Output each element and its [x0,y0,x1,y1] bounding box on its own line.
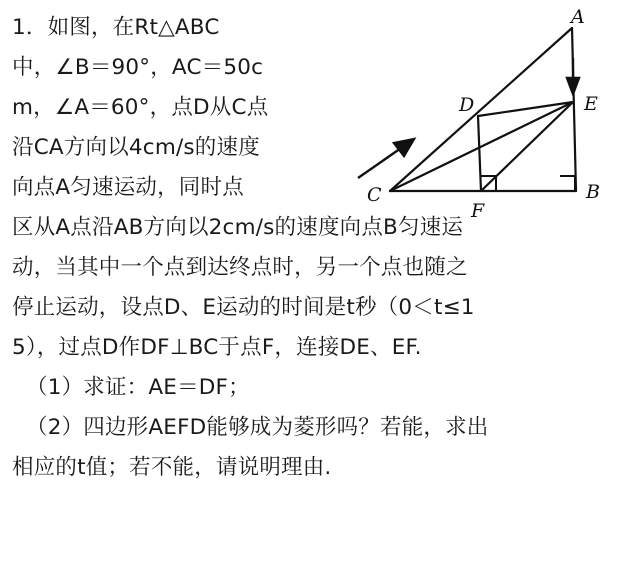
arrow-up-right-icon [358,139,414,178]
problem-line: 中，∠B＝90°，AC＝50c [12,55,264,80]
geometry-figure [342,6,634,218]
segment-EF [481,102,573,191]
segment-DF [478,116,481,191]
problem-line: 动，当其中一个点到达终点时，另一个点也随之 [12,255,468,280]
question-line-2-cont: 相应的t值；若不能，请说明理由. [12,455,332,480]
arrow-down-icon [567,58,579,94]
geometry-figure-svg [342,6,634,218]
label-C: C [367,184,382,206]
problem-line: 1．如图，在Rt△ABC [12,15,220,40]
segment-AB [572,28,576,191]
problem-line: 沿CA方向以4cm/s的速度 [12,135,260,160]
problem-head-block [12,8,342,208]
label-D: D [459,94,475,116]
label-F: F [471,200,485,218]
label-E: E [584,93,598,115]
right-angle-mark-B [560,176,575,191]
problem-body-block [12,208,630,368]
problem-line: 向点A匀速运动，同时点 [12,175,244,200]
question-line-2: （2）四边形AEFD能够成为菱形吗？若能，求出 [26,415,489,440]
problem-questions-block [12,368,630,488]
problem-line: 停止运动，设点D、E运动的时间是t秒（0＜t≤1 [12,295,475,320]
problem-line: 区从A点沿AB方向以2cm/s的速度向点B匀速运 [12,215,464,240]
problem-line: 5），过点D作DF⊥BC于点F，连接DE、EF. [12,335,422,360]
label-A: A [571,6,585,28]
question-line-1: （1）求证：AE＝DF； [26,375,250,400]
problem-line: m，∠A＝60°，点D从C点 [12,95,269,120]
label-B: B [586,181,600,203]
